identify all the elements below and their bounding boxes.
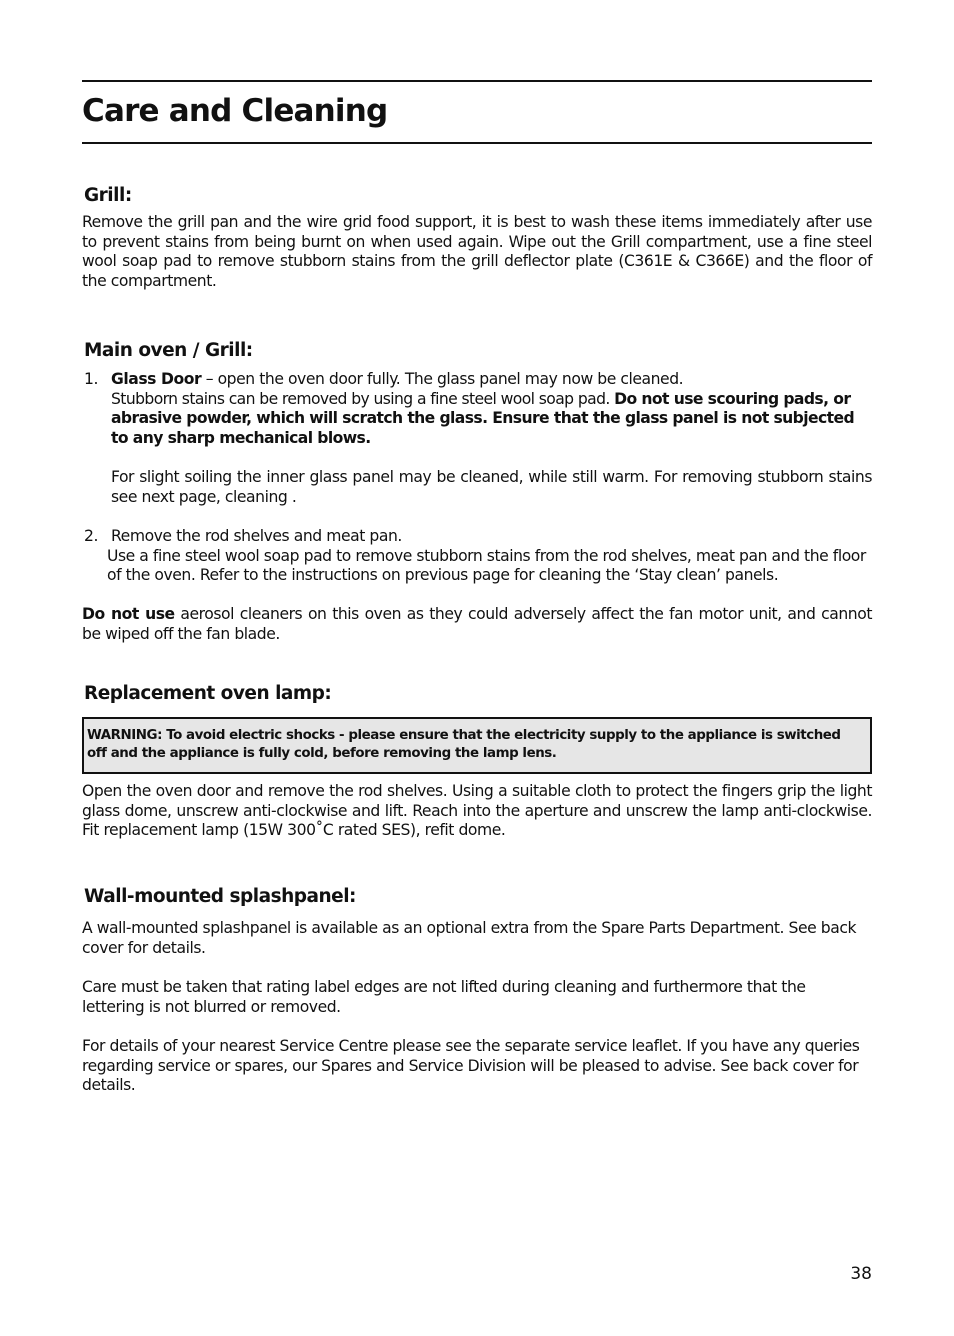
rod-shelves-paragraph: Use a fine steel wool soap pad to remove stubborn stains from the rod shelves, meat pan and the floor of the oven. Refer to the instructions on previous page for cleaning the ‘Stay clean’ panels. [107,546,866,585]
splashpanel-heading: Wall-mounted splashpanel: [84,886,356,907]
page-number: 38 [850,1264,872,1284]
list-item-number: 1. [84,370,98,388]
glass-door-lead [111,370,872,390]
list-item-number: 2. [84,527,98,545]
glass-door-stubborn-stains [111,390,872,449]
electric-shock-warning-box [82,717,872,774]
lamp-heading: Replacement oven lamp: [84,683,332,704]
glass-door-slight-soiling: For slight soiling the inner glass panel may be cleaned, while still warm. For removing stubborn stains see next page, cleaning . [111,467,872,506]
splashpanel-paragraph: A wall-mounted splashpanel is available as an optional extra from the Spare Parts Department. See back cover for details. [82,919,857,957]
glass-door-lead-text: – open the oven door fully. The glass panel may now be cleaned. [201,370,684,388]
scouring-pads-warning: Do not use scouring pads, or abrasive powder, which will scratch the glass. Ensure that the glass panel is not subjected to any sharp mechanical blows. [111,389,855,447]
list-item-body [111,370,872,507]
title-bottom-rule [82,142,872,144]
grill-heading: Grill: [84,185,132,206]
electric-shock-warning: WARNING: To avoid electric shocks - please ensure that the electricity supply to the appliance is switched off and the appliance is fully cold, before removing the lamp lens. [87,728,841,761]
page-title: Care and Cleaning [82,93,388,129]
main-oven-heading: Main oven / Grill: [84,340,253,361]
service-centre-paragraph: For details of your nearest Service Centre please see the separate service leaflet. If you have any queries regarding service or spares, our Spares and Service Division will be pleased to advise. See back cover for details. [82,1037,860,1095]
rod-shelves-lead: Remove the rod shelves and meat pan. [111,527,402,545]
glass-door-label: Glass Door [111,370,202,388]
stubborn-stains-text: Stubborn stains can be removed by using a fine steel wool soap pad. [111,389,615,408]
title-top-rule [82,80,872,82]
rating-label-paragraph: Care must be taken that rating label edges are not lifted during cleaning and furthermore that the lettering is not blurred or removed. [82,978,806,1016]
lamp-paragraph: Open the oven door and remove the rod shelves. Using a suitable cloth to protect the fingers grip the light glass dome, unscrew anti-clockwise and lift. Reach into the aperture and unscrew the lamp anti-clockwise. Fit replacement lamp (15W 300˚C rated SES), refit dome. [82,782,872,840]
aerosol-warning [82,605,872,644]
grill-paragraph: Remove the grill pan and the wire grid food support, it is best to wash these items immediately after use to prevent stains from being burnt on when used again. Wipe out the Grill compartment, use a fine steel wool soap pad to remove stubborn stains from the grill deflector plate (C361E & C366E) and the floor of the compartment. [82,213,872,290]
do-not-use-label: Do not use [82,605,175,623]
aerosol-warning-text: aerosol cleaners on this oven as they could adversely affect the fan motor unit, and cannot be wiped off the fan blade. [82,605,872,643]
